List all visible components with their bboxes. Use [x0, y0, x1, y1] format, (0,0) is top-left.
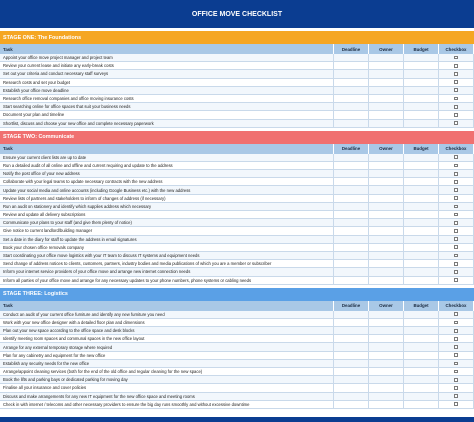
task-checkbox[interactable] — [454, 378, 458, 382]
deadline-cell[interactable] — [334, 343, 369, 350]
owner-cell[interactable] — [369, 154, 404, 161]
table-row — [0, 178, 474, 186]
deadline-cell[interactable] — [334, 260, 369, 267]
checkbox-cell — [439, 227, 474, 234]
table-row — [0, 352, 474, 360]
owner-cell[interactable] — [369, 319, 404, 326]
task-cell: Arrange/appoint cleaning services (both for the end of the old office and regular cleaning for the new space) — [0, 368, 334, 375]
checkbox-cell — [439, 393, 474, 400]
task-checkbox[interactable] — [454, 321, 458, 325]
task-checkbox[interactable] — [454, 113, 458, 117]
owner-cell[interactable] — [369, 401, 404, 408]
checkbox-cell — [439, 95, 474, 102]
deadline-cell[interactable] — [334, 219, 369, 226]
table-row — [0, 244, 474, 252]
owner-cell[interactable] — [369, 79, 404, 86]
task-checkbox[interactable] — [454, 155, 458, 159]
task-checkbox[interactable] — [454, 245, 458, 249]
table-row — [0, 170, 474, 178]
task-checkbox[interactable] — [454, 262, 458, 266]
checkbox-cell — [439, 87, 474, 94]
task-cell: Send change of address notices to clients, customers, partners, industry bodies and media publications of which you are a member or subscriber — [0, 260, 334, 267]
owner-cell[interactable] — [369, 352, 404, 359]
table-row — [0, 335, 474, 343]
task-cell: Arrange for any external temporary storage where required — [0, 343, 334, 350]
table-row — [0, 393, 474, 401]
checkbox-cell — [439, 327, 474, 334]
task-cell: Establish your office move deadline — [0, 87, 334, 94]
table-row — [0, 360, 474, 368]
checkbox-cell — [439, 376, 474, 383]
column-header-row — [0, 144, 474, 154]
budget-cell[interactable] — [404, 260, 439, 267]
checkbox-cell — [439, 170, 474, 177]
table-row — [0, 268, 474, 276]
deadline-cell[interactable] — [334, 178, 369, 185]
task-checkbox[interactable] — [454, 278, 458, 282]
table-row — [0, 162, 474, 170]
task-checkbox[interactable] — [454, 329, 458, 333]
deadline-cell[interactable] — [334, 277, 369, 284]
table-row — [0, 186, 474, 194]
stage-header: STAGE TWO: Communicate — [0, 131, 474, 144]
table-row — [0, 203, 474, 211]
table-row — [0, 384, 474, 392]
budget-cell[interactable] — [404, 227, 439, 234]
task-cell: Set a date in the diary for staff to update the address in email signatures — [0, 236, 334, 243]
budget-cell[interactable] — [404, 236, 439, 243]
task-checkbox[interactable] — [454, 386, 458, 390]
task-cell: Review and update all delivery subscriptions — [0, 211, 334, 218]
task-checkbox[interactable] — [454, 180, 458, 184]
task-checkbox[interactable] — [454, 353, 458, 357]
task-cell: Inform your internet service providers of your office move and arrange new internet connection needs — [0, 268, 334, 275]
column-header-owner: Owner — [369, 144, 404, 154]
deadline-cell[interactable] — [334, 195, 369, 202]
table-row — [0, 111, 474, 119]
table-row — [0, 120, 474, 128]
owner-cell[interactable] — [369, 120, 404, 127]
budget-cell[interactable] — [404, 401, 439, 408]
task-cell: Finalise all your insurance and cover policies — [0, 384, 334, 391]
task-cell: Check in with internet / telecoms and other necessary providers to ensure the big day runs smoothly and without excessive downtime — [0, 401, 334, 408]
task-checkbox[interactable] — [454, 64, 458, 68]
budget-cell[interactable] — [404, 178, 439, 185]
table-row — [0, 95, 474, 103]
task-cell: Review lists of partners and stakeholders to inform of changes of address (if necessary) — [0, 195, 334, 202]
column-header-row — [0, 301, 474, 311]
column-header-checkbox: Checkbox — [439, 144, 474, 154]
task-cell: Document your plan and timeline — [0, 111, 334, 118]
owner-cell[interactable] — [369, 103, 404, 110]
owner-cell[interactable] — [369, 335, 404, 342]
budget-cell[interactable] — [404, 170, 439, 177]
task-checkbox[interactable] — [454, 121, 458, 125]
table-row — [0, 376, 474, 384]
budget-cell[interactable] — [404, 195, 439, 202]
deadline-cell[interactable] — [334, 162, 369, 169]
table-row — [0, 219, 474, 227]
deadline-cell[interactable] — [334, 368, 369, 375]
owner-cell[interactable] — [369, 227, 404, 234]
task-cell: Inform all parties of your office move and arrange for any necessary updates to your phone numbers, phone systems or cabling needs — [0, 277, 334, 284]
owner-cell[interactable] — [369, 162, 404, 169]
task-cell: Identify meeting room spaces and communal spaces in the new office layout — [0, 335, 334, 342]
deadline-cell[interactable] — [334, 384, 369, 391]
task-cell: Collaborate with your legal teams to update necessary contracts with the new address — [0, 178, 334, 185]
deadline-cell[interactable] — [334, 203, 369, 210]
deadline-cell[interactable] — [334, 211, 369, 218]
task-checkbox[interactable] — [454, 172, 458, 176]
owner-cell[interactable] — [369, 277, 404, 284]
task-checkbox[interactable] — [454, 221, 458, 225]
budget-cell[interactable] — [404, 54, 439, 61]
table-row — [0, 311, 474, 319]
column-header-deadline: Deadline — [334, 301, 369, 311]
owner-cell[interactable] — [369, 70, 404, 77]
checkbox-cell — [439, 79, 474, 86]
owner-cell[interactable] — [369, 376, 404, 383]
budget-cell[interactable] — [404, 368, 439, 375]
deadline-cell[interactable] — [334, 186, 369, 193]
task-checkbox[interactable] — [454, 345, 458, 349]
owner-cell[interactable] — [369, 393, 404, 400]
checkbox-cell — [439, 219, 474, 226]
deadline-cell[interactable] — [334, 227, 369, 234]
column-header-budget: Budget — [404, 44, 439, 54]
column-header-row — [0, 44, 474, 54]
table-row — [0, 70, 474, 78]
task-checkbox[interactable] — [454, 362, 458, 366]
task-checkbox[interactable] — [454, 213, 458, 217]
checkbox-cell — [439, 178, 474, 185]
task-cell: Appoint your office move project manager and project team — [0, 54, 334, 61]
task-cell: Communicate your plans to your staff (and give them plenty of notice) — [0, 219, 334, 226]
table-row — [0, 343, 474, 351]
owner-cell[interactable] — [369, 111, 404, 118]
task-cell: Start coordinating your office move logistics with your IT team to discuss IT systems and equipment needs — [0, 252, 334, 259]
deadline-cell[interactable] — [334, 70, 369, 77]
checkbox-cell — [439, 70, 474, 77]
owner-cell[interactable] — [369, 219, 404, 226]
column-header-checkbox: Checkbox — [439, 301, 474, 311]
deadline-cell[interactable] — [334, 335, 369, 342]
task-checkbox[interactable] — [454, 254, 458, 258]
task-checkbox[interactable] — [454, 402, 458, 406]
task-checkbox[interactable] — [454, 394, 458, 398]
task-checkbox[interactable] — [454, 196, 458, 200]
deadline-cell[interactable] — [334, 311, 369, 318]
column-header-checkbox: Checkbox — [439, 44, 474, 54]
owner-cell[interactable] — [369, 360, 404, 367]
stage-header: STAGE THREE: Logistics — [0, 288, 474, 301]
deadline-cell[interactable] — [334, 103, 369, 110]
task-cell: Give notice to current landlord/building manager — [0, 227, 334, 234]
budget-cell[interactable] — [404, 384, 439, 391]
budget-cell[interactable] — [404, 203, 439, 210]
checkbox-cell — [439, 343, 474, 350]
table-row — [0, 401, 474, 409]
budget-cell[interactable] — [404, 252, 439, 259]
table-row — [0, 62, 474, 70]
checkbox-cell — [439, 111, 474, 118]
table-row — [0, 277, 474, 285]
owner-cell[interactable] — [369, 343, 404, 350]
budget-cell[interactable] — [404, 162, 439, 169]
owner-cell[interactable] — [369, 327, 404, 334]
checkbox-cell — [439, 360, 474, 367]
budget-cell[interactable] — [404, 111, 439, 118]
owner-cell[interactable] — [369, 244, 404, 251]
task-checkbox[interactable] — [454, 370, 458, 374]
budget-cell[interactable] — [404, 376, 439, 383]
task-cell: Start searching online for office spaces that suit your business needs — [0, 103, 334, 110]
deadline-cell[interactable] — [334, 87, 369, 94]
checkbox-cell — [439, 335, 474, 342]
checkbox-cell — [439, 211, 474, 218]
task-checkbox[interactable] — [454, 97, 458, 101]
budget-cell[interactable] — [404, 95, 439, 102]
task-list — [0, 154, 474, 285]
task-checkbox[interactable] — [454, 312, 458, 316]
table-row — [0, 87, 474, 95]
deadline-cell[interactable] — [334, 62, 369, 69]
checkbox-cell — [439, 252, 474, 259]
task-list — [0, 54, 474, 128]
budget-cell[interactable] — [404, 244, 439, 251]
table-row — [0, 103, 474, 111]
stage-header: STAGE ONE: The Foundations — [0, 31, 474, 44]
budget-cell[interactable] — [404, 120, 439, 127]
budget-cell[interactable] — [404, 311, 439, 318]
owner-cell[interactable] — [369, 54, 404, 61]
checkbox-cell — [439, 103, 474, 110]
budget-cell[interactable] — [404, 103, 439, 110]
table-row — [0, 319, 474, 327]
deadline-cell[interactable] — [334, 252, 369, 259]
table-row — [0, 260, 474, 268]
checkbox-cell — [439, 244, 474, 251]
bottom-bar — [0, 417, 474, 422]
owner-cell[interactable] — [369, 170, 404, 177]
checkbox-cell — [439, 54, 474, 61]
checkbox-cell — [439, 195, 474, 202]
task-checkbox[interactable] — [454, 80, 458, 84]
task-cell: Review your current lease and initiate any early-break costs — [0, 62, 334, 69]
checkbox-cell — [439, 236, 474, 243]
budget-cell[interactable] — [404, 186, 439, 193]
deadline-cell[interactable] — [334, 393, 369, 400]
task-cell: Book the lifts and parking bays or dedicated parking for moving day — [0, 376, 334, 383]
owner-cell[interactable] — [369, 95, 404, 102]
owner-cell[interactable] — [369, 236, 404, 243]
table-row — [0, 252, 474, 260]
column-header-deadline: Deadline — [334, 44, 369, 54]
deadline-cell[interactable] — [334, 327, 369, 334]
column-header-task: Task — [0, 301, 334, 311]
deadline-cell[interactable] — [334, 319, 369, 326]
task-cell: Update your social media and online accounts (including Google Business etc.) with the new address — [0, 186, 334, 193]
deadline-cell[interactable] — [334, 120, 369, 127]
owner-cell[interactable] — [369, 87, 404, 94]
task-checkbox[interactable] — [454, 270, 458, 274]
checkbox-cell — [439, 368, 474, 375]
deadline-cell[interactable] — [334, 54, 369, 61]
table-row — [0, 195, 474, 203]
checkbox-cell — [439, 162, 474, 169]
budget-cell[interactable] — [404, 393, 439, 400]
task-cell: Run a detailed audit of all online and offline and current requiring and update to the address — [0, 162, 334, 169]
owner-cell[interactable] — [369, 203, 404, 210]
column-header-owner: Owner — [369, 301, 404, 311]
deadline-cell[interactable] — [334, 244, 369, 251]
table-row — [0, 211, 474, 219]
budget-cell[interactable] — [404, 219, 439, 226]
checkbox-cell — [439, 120, 474, 127]
task-checkbox[interactable] — [454, 88, 458, 92]
task-cell: Research costs and set your budget — [0, 79, 334, 86]
task-cell: Discuss and make arrangements for any new IT equipment for the new office space and meeting rooms — [0, 393, 334, 400]
task-checkbox[interactable] — [454, 205, 458, 209]
owner-cell[interactable] — [369, 186, 404, 193]
budget-cell[interactable] — [404, 277, 439, 284]
column-header-task: Task — [0, 144, 334, 154]
task-checkbox[interactable] — [454, 105, 458, 109]
task-cell: Research office removal companies and office moving insurance costs — [0, 95, 334, 102]
column-header-budget: Budget — [404, 144, 439, 154]
checkbox-cell — [439, 260, 474, 267]
budget-cell[interactable] — [404, 87, 439, 94]
task-cell: Work with your new office designer with a detailed floor plan and dimensions — [0, 319, 334, 326]
budget-cell[interactable] — [404, 352, 439, 359]
table-row — [0, 79, 474, 87]
budget-cell[interactable] — [404, 319, 439, 326]
checkbox-cell — [439, 154, 474, 161]
budget-cell[interactable] — [404, 327, 439, 334]
table-row — [0, 154, 474, 162]
column-header-owner: Owner — [369, 44, 404, 54]
column-header-task: Task — [0, 44, 334, 54]
deadline-cell[interactable] — [334, 95, 369, 102]
deadline-cell[interactable] — [334, 401, 369, 408]
table-row — [0, 54, 474, 62]
budget-cell[interactable] — [404, 335, 439, 342]
deadline-cell[interactable] — [334, 352, 369, 359]
task-cell: Conduct an audit of your current office furniture and identify any new furniture you need — [0, 311, 334, 318]
deadline-cell[interactable] — [334, 376, 369, 383]
task-checkbox[interactable] — [454, 56, 458, 60]
checkbox-cell — [439, 401, 474, 408]
table-row — [0, 327, 474, 335]
task-cell: Plan for any cabinetry and equipment for the new office — [0, 352, 334, 359]
checkbox-cell — [439, 311, 474, 318]
checkbox-cell — [439, 352, 474, 359]
task-cell: Notify the post office of your new address — [0, 170, 334, 177]
owner-cell[interactable] — [369, 211, 404, 218]
stages-container — [0, 31, 474, 412]
column-header-deadline: Deadline — [334, 144, 369, 154]
budget-cell[interactable] — [404, 268, 439, 275]
task-cell: Plan out your new space according to the office space and desk blocks — [0, 327, 334, 334]
task-checkbox[interactable] — [454, 72, 458, 76]
deadline-cell[interactable] — [334, 236, 369, 243]
page-title: OFFICE MOVE CHECKLIST — [0, 0, 474, 28]
budget-cell[interactable] — [404, 360, 439, 367]
task-cell: Book your chosen office removals company — [0, 244, 334, 251]
task-checkbox[interactable] — [454, 164, 458, 168]
checkbox-cell — [439, 384, 474, 391]
task-checkbox[interactable] — [454, 188, 458, 192]
owner-cell[interactable] — [369, 368, 404, 375]
deadline-cell[interactable] — [334, 154, 369, 161]
owner-cell[interactable] — [369, 178, 404, 185]
checkbox-cell — [439, 62, 474, 69]
owner-cell[interactable] — [369, 384, 404, 391]
owner-cell[interactable] — [369, 62, 404, 69]
budget-cell[interactable] — [404, 343, 439, 350]
owner-cell[interactable] — [369, 311, 404, 318]
checkbox-cell — [439, 186, 474, 193]
deadline-cell[interactable] — [334, 360, 369, 367]
table-row — [0, 227, 474, 235]
task-cell: Shortlist, discuss and choose your new office and complete necessary paperwork — [0, 120, 334, 127]
owner-cell[interactable] — [369, 195, 404, 202]
budget-cell[interactable] — [404, 154, 439, 161]
deadline-cell[interactable] — [334, 268, 369, 275]
task-list — [0, 311, 474, 409]
deadline-cell[interactable] — [334, 79, 369, 86]
column-header-budget: Budget — [404, 301, 439, 311]
task-checkbox[interactable] — [454, 337, 458, 341]
task-checkbox[interactable] — [454, 229, 458, 233]
owner-cell[interactable] — [369, 268, 404, 275]
task-cell: Run an audit on stationery and identify which supplies address which necessary — [0, 203, 334, 210]
table-row — [0, 368, 474, 376]
budget-cell[interactable] — [404, 62, 439, 69]
budget-cell[interactable] — [404, 211, 439, 218]
task-cell: Ensure your current client lists are up to date — [0, 154, 334, 161]
owner-cell[interactable] — [369, 260, 404, 267]
budget-cell[interactable] — [404, 79, 439, 86]
task-cell: Establish any security needs for the new office — [0, 360, 334, 367]
task-cell: Set out your criteria and conduct necessary staff surveys — [0, 70, 334, 77]
checkbox-cell — [439, 319, 474, 326]
checkbox-cell — [439, 203, 474, 210]
table-row — [0, 236, 474, 244]
task-checkbox[interactable] — [454, 237, 458, 241]
owner-cell[interactable] — [369, 252, 404, 259]
checkbox-cell — [439, 277, 474, 284]
budget-cell[interactable] — [404, 70, 439, 77]
deadline-cell[interactable] — [334, 170, 369, 177]
deadline-cell[interactable] — [334, 111, 369, 118]
checkbox-cell — [439, 268, 474, 275]
